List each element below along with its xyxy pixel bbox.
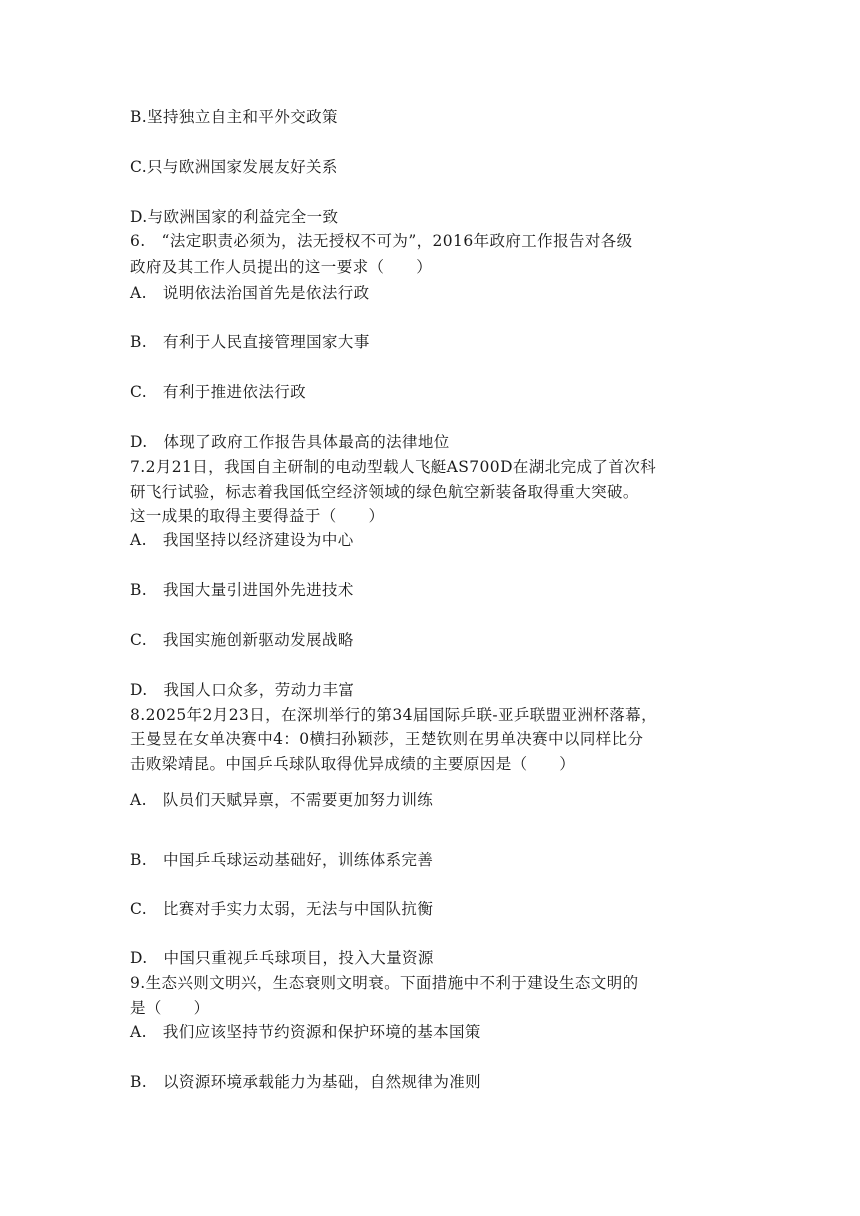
option-6b: B. 有利于人民直接管理国家大事	[130, 333, 370, 351]
option-6a: A. 说明依法治国首先是依法行政	[130, 284, 370, 302]
option-8a: A. 队员们天赋异禀，不需要更加努力训练	[130, 791, 434, 809]
option-9b: B. 以资源环境承载能力为基础，自然规律为准则	[130, 1073, 482, 1091]
question-9-stem: 是（ ）	[130, 999, 210, 1017]
option-8d: D. 中国只重视乒乓球项目，投入大量资源	[130, 949, 434, 967]
option-7d: D. 我国人口众多，劳动力丰富	[130, 681, 355, 699]
question-7-stem: 7.2月21日，我国自主研制的电动型载人飞艇AS700D在湖北完成了首次科	[130, 458, 656, 476]
question-9-stem: 9.生态兴则文明兴，生态衰则文明衰。下面措施中不利于建设生态文明的	[130, 974, 639, 992]
question-8-stem: 8.2025年2月23日，在深圳举行的第34届国际乒联-亚乒联盟亚洲杯落幕，	[130, 706, 657, 724]
option-5b: B.坚持独立自主和平外交政策	[130, 108, 338, 126]
option-5d: D.与欧洲国家的利益完全一致	[130, 208, 339, 226]
option-8b: B. 中国乒乓球运动基础好，训练体系完善	[130, 851, 434, 869]
option-6c: C. 有利于推进依法行政	[130, 383, 307, 401]
option-7c: C. 我国实施创新驱动发展战略	[130, 631, 354, 649]
option-9a: A. 我们应该坚持节约资源和保护环境的基本国策	[130, 1023, 481, 1041]
option-7b: B. 我国大量引进国外先进技术	[130, 581, 354, 599]
question-6-stem: 政府及其工作人员提出的这一要求（ ）	[130, 258, 433, 276]
question-8-stem: 击败梁靖昆。中国乒乓球队取得优异成绩的主要原因是（ ）	[130, 755, 576, 773]
option-6d: D. 体现了政府工作报告具体最高的法律地位	[130, 433, 450, 451]
question-8-stem: 王曼昱在女单决赛中4：0横扫孙颖莎，王楚钦则在男单决赛中以同样比分	[130, 730, 644, 748]
option-8c: C. 比赛对手实力太弱，无法与中国队抗衡	[130, 900, 434, 918]
question-7-stem: 这一成果的取得主要得益于（ ）	[130, 507, 385, 525]
option-5c: C.只与欧洲国家发展友好关系	[130, 158, 338, 176]
question-7-stem: 研飞行试验，标志着我国低空经济领域的绿色航空新装备取得重大突破。	[130, 483, 639, 501]
option-7a: A. 我国坚持以经济建设为中心	[130, 531, 354, 549]
question-6-stem: 6. “法定职责必须为，法无授权不可为”，2016年政府工作报告对各级	[130, 232, 633, 250]
